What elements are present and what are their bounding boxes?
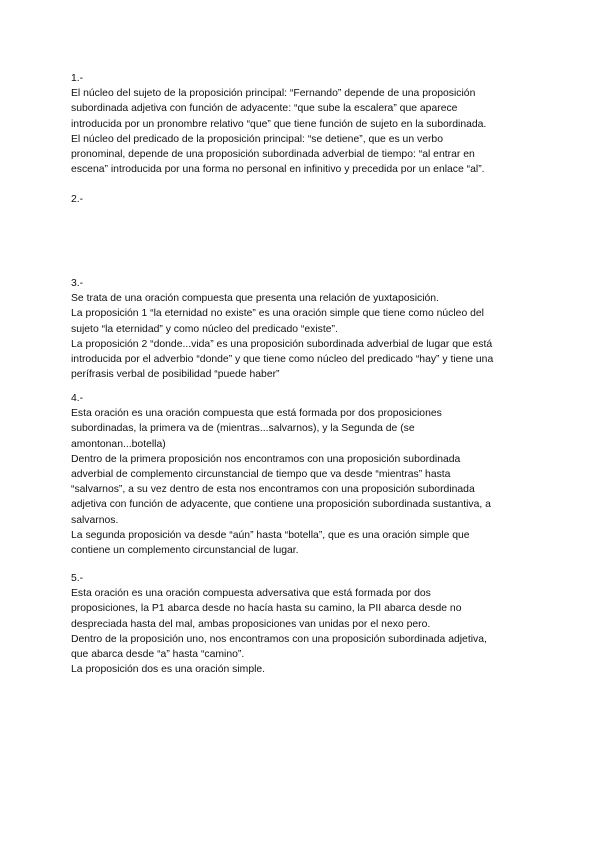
- paragraph-line: La segunda proposición va desde “aún” hasta “botella”, que es una oración simple que: [71, 529, 470, 541]
- paragraph-line: Se trata de una oración compuesta que presenta una relación de yuxtaposición.: [71, 293, 439, 305]
- answer-section-2: [71, 192, 83, 207]
- answer-section-5: [71, 571, 487, 677]
- paragraph-line: introducida por un pronombre relativo “que” que tiene función de sujeto en la subordinada.: [71, 118, 487, 130]
- paragraph-line: perífrasis verbal de posibilidad “puede haber”: [71, 369, 280, 381]
- paragraph-line: introducida por el adverbio “donde” y que tiene como núcleo del predicado “hay” y tiene una: [71, 354, 494, 366]
- paragraph-line: pronominal, depende de una proposición subordinada adverbial de tiempo: “al entrar en: [71, 149, 475, 161]
- section-number: 3.-: [71, 278, 84, 289]
- paragraph-line: El núcleo del sujeto de la proposición principal: “Fernando” depende de una proposición: [71, 88, 476, 100]
- paragraph-line: escena” introducida por una forma no personal en infinitivo y precedida por un enlace “al”.: [71, 164, 485, 176]
- answer-section-3: [71, 276, 493, 382]
- paragraph-line: despreciada hasta del mal, ambas proposiciones van unidas por el nexo pero.: [71, 618, 431, 630]
- paragraph-line: proposiciones, la P1 abarca desde no hacía hasta su camino, la PII abarca desde no: [71, 603, 462, 615]
- section-number: 1.-: [71, 73, 84, 84]
- paragraph-line: adjetiva con función de adyacente, que contiene una proposición subordinada sustantiva, a: [71, 499, 491, 511]
- paragraph-line: La proposición dos es una oración simple.: [71, 664, 266, 676]
- paragraph-line: La proposición 1 “la eternidad no existe” es una oración simple que tiene como núcleo del: [71, 308, 484, 320]
- paragraph-line: que abarca desde “a” hasta “camino”.: [71, 649, 245, 661]
- paragraph-line: Dentro de la primera proposición nos encontramos con una proposición subordinada: [71, 453, 461, 465]
- paragraph-line: Dentro de la proposición uno, nos encontramos con una proposición subordinada adjetiva,: [71, 633, 487, 645]
- paragraph-line: El núcleo del predicado de la proposición principal: “se detiene”, que es un verbo: [71, 133, 443, 145]
- paragraph-line: salvarnos.: [71, 514, 119, 526]
- paragraph-line: subordinada adjetiva con función de adyacente: “que sube la escalera” que aparece: [71, 103, 458, 115]
- paragraph-line: amontonan...botella): [71, 438, 166, 450]
- paragraph-line: La proposición 2 “donde...vida” es una proposición subordinada adverbial de lugar que está: [71, 338, 493, 350]
- paragraph-line: contiene un complemento circunstancial de lugar.: [71, 545, 299, 557]
- answer-section-1: [71, 71, 486, 177]
- section-number: 4.-: [71, 393, 84, 404]
- paragraph-line: subordinadas, la primera va de (mientras...salvarnos), y la Segunda de (se: [71, 423, 415, 435]
- paragraph-line: Esta oración es una oración compuesta que está formada por dos proposiciones: [71, 408, 442, 420]
- paragraph-line: Esta oración es una oración compuesta adversativa que está formada por dos: [71, 588, 431, 600]
- section-number: 2.-: [71, 194, 84, 205]
- answer-section-4: [71, 391, 491, 558]
- paragraph-line: “salvarnos”, a su vez dentro de esta nos encontramos con una proposición subordinada: [71, 484, 475, 496]
- paragraph-line: adverbial de complemento circunstancial de tiempo que va desde “mientras” hasta: [71, 469, 451, 481]
- paragraph-line: sujeto “la eternidad” y como núcleo del predicado “existe”.: [71, 323, 338, 335]
- section-number: 5.-: [71, 573, 84, 584]
